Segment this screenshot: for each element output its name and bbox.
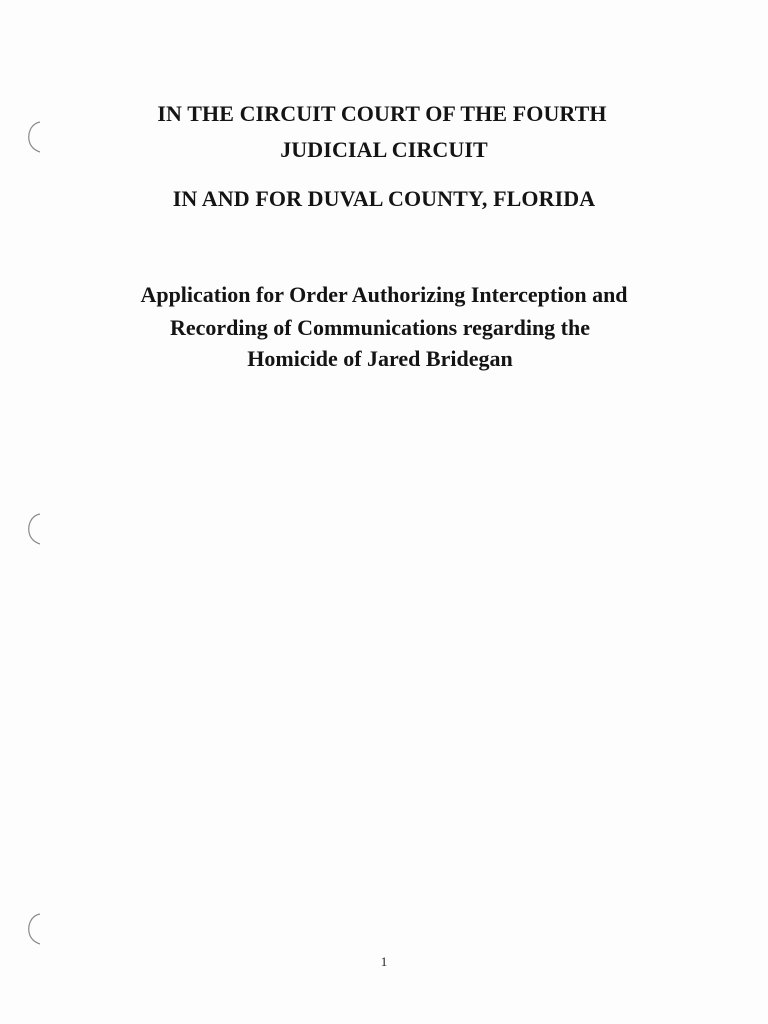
court-heading-line-3: IN AND FOR DUVAL COUNTY, FLORIDA bbox=[172, 186, 596, 211]
court-heading-line-2: JUDICIAL CIRCUIT bbox=[280, 137, 488, 162]
page-number: 1 bbox=[380, 954, 388, 969]
punch-hole-mark-bottom bbox=[20, 908, 54, 952]
punch-hole-mark-bottom-graphic bbox=[20, 908, 54, 952]
document-title-line-3: Homicide of Jared Bridegan bbox=[247, 346, 513, 371]
document-title-line-2: Recording of Communications regarding the bbox=[169, 315, 591, 340]
punch-hole-mark-middle-graphic bbox=[20, 508, 54, 552]
punch-hole-mark-middle bbox=[20, 508, 54, 552]
document-title-line-1: Application for Order Authorizing Interception and bbox=[140, 282, 628, 307]
court-heading-line-1: IN THE CIRCUIT COURT OF THE FOURTH bbox=[157, 101, 607, 126]
